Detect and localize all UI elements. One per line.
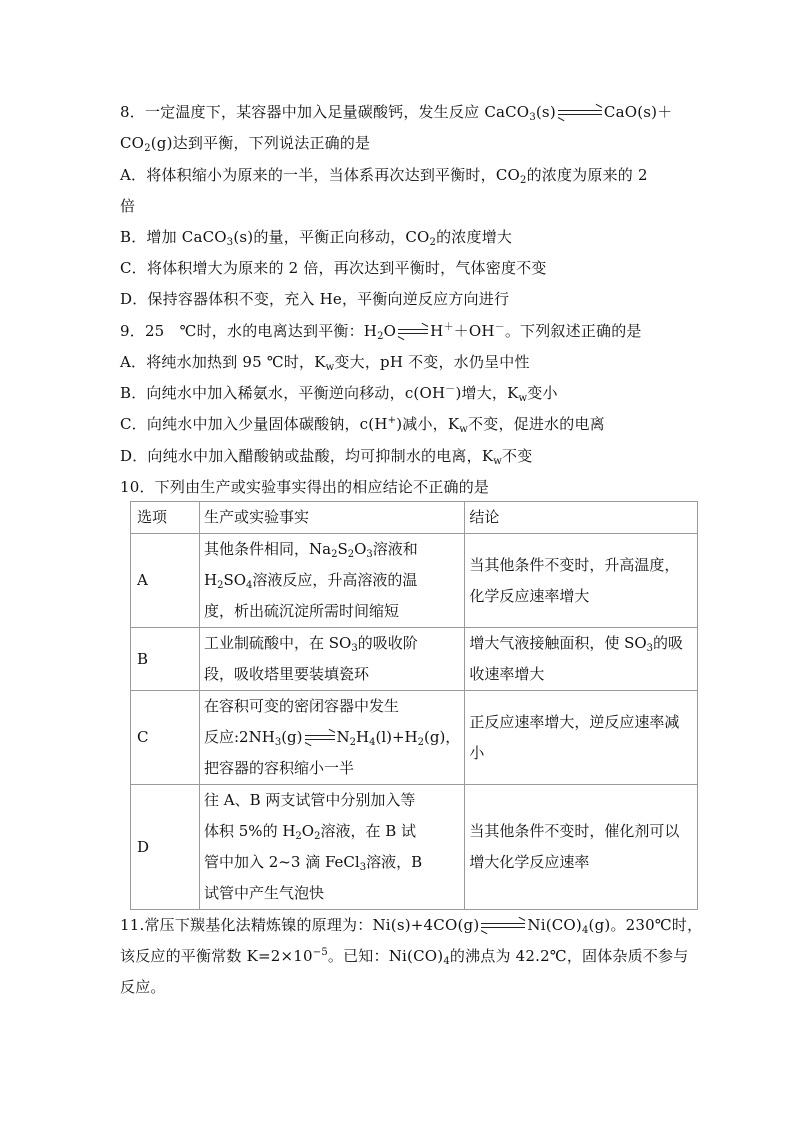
text-line [204,534,460,565]
text: 反应:2NH [204,728,275,746]
text: 11.常压下羰基化法精炼镍的原理为：Ni(s)+4CO(g) [120,916,480,934]
text: SO [223,571,247,589]
subscript: w [493,456,503,467]
q9-option-a [120,352,530,372]
text: H [204,571,218,589]
subscript: 2 [347,549,355,560]
text: 该反应的平衡常数 K=2×10 [120,947,313,965]
table-row [131,534,698,628]
superscript: −5 [312,947,328,958]
text: 其他条件相同，Na [204,540,332,558]
text: (g)， [424,728,461,746]
row-d-option: D [131,785,200,910]
q9-option-c [120,414,605,434]
subscript: 4 [369,737,376,748]
text: O [383,322,397,340]
text-line: 化学反应速率增大 [469,586,590,605]
text: 变小 [527,384,558,402]
superscript: － [445,384,456,395]
q8-option-d: D．保持容器体积不变，充入 He，平衡向逆反应方向进行 [120,290,510,308]
text: O [354,540,367,558]
text: 。下列叙述正确的是 [504,322,642,340]
text: B．增加 CaCO [120,228,227,246]
text: )减小，K [396,415,460,433]
row-b-conclusion [465,628,698,691]
subscript: 3 [274,737,282,748]
row-a-conclusion [465,534,698,628]
text-line: 把容器的容积缩小一半 [204,759,355,777]
q8-option-b [120,227,512,247]
subscript: 2 [331,549,338,560]
text: (s) [535,103,556,121]
subscript: 2 [295,831,302,842]
subscript: w [518,393,528,404]
header-fact: 生产或实验事实 [200,502,465,534]
text: 溶液和 [372,540,418,558]
q11-line1 [120,915,702,935]
text: 溶液反应，升高溶液的温 [252,571,418,589]
q10-stem: 10．下列由生产或实验事实得出的相应结论不正确的是 [120,478,490,496]
text-line [204,722,460,753]
q9-option-b [120,383,558,403]
table-row [131,785,698,910]
text-line: 当其他条件不变时，催化剂可以 [469,822,680,840]
table-row [131,628,698,691]
text: 。已知：Ni(CO) [327,947,444,965]
text: (g)。230℃时， [588,916,703,934]
text: 的吸收阶 [357,634,418,652]
row-d-conclusion [465,785,698,910]
text: 的沸点为 42.2℃，固体杂质不参与 [449,947,689,965]
text-line [204,628,460,659]
text-line [469,628,693,659]
text: 溶液，B [366,853,423,871]
text: )增大，K [455,384,519,402]
text-line: 往 A、B 两支试管中分别加入等 [204,791,416,809]
subscript: 3 [359,862,367,873]
table-header-row [131,502,698,534]
text: 的浓度增大 [436,228,513,246]
text: H [356,728,370,746]
subscript: 4 [581,925,589,936]
text: 不变，促进水的电离 [468,415,605,433]
text: (g)达到平衡，下列说法正确的是 [150,134,371,152]
text-line: 段，吸收塔里要装填瓷环 [204,665,370,683]
text: (g) [281,728,303,746]
q8-stem-line2 [120,133,370,153]
text: C．向纯水中加入少量固体碳酸钠，c(H [120,415,388,433]
text: 增大气液接触面积，使 SO [469,634,647,652]
text: S [337,540,348,558]
subscript: 3 [351,643,358,654]
text: D．向纯水中加入醋酸钠或盐酸，均可抑制水的电离，K [120,447,494,465]
superscript: + [387,415,397,426]
text: B．向纯水中加入稀氨水，平衡逆向移动，c(OH [120,384,446,402]
subscript: 2 [349,737,356,748]
text-line [204,565,460,596]
subscript: 2 [520,175,527,186]
text-line: 试管中产生气泡快 [204,884,325,902]
row-d-fact [200,785,465,910]
text-line: 度，析出硫沉淀所需时间缩短 [204,602,400,620]
subscript: w [459,424,469,435]
text: CO [120,134,145,152]
text-line: 当其他条件不变时，升高温度， [469,555,680,574]
equilibrium-arrow-icon [558,108,602,118]
text: H [430,322,444,340]
row-c-conclusion [465,691,698,785]
subscript: 2 [217,580,224,591]
text-line: 收速率增大 [469,665,545,683]
text: 不变 [502,447,533,465]
text: O [301,822,315,840]
row-a-fact [200,534,465,628]
text: 变大，pH 不变，水仍呈中性 [334,353,530,371]
subscript: 4 [246,580,253,591]
text-line: 在容积可变的密闭容器中发生 [204,697,400,715]
subscript: 3 [529,112,536,123]
subscript: 2 [377,331,384,342]
row-a-option: A [131,534,200,628]
text: (s)的量，平衡正向移动，CO [233,228,430,246]
text-line: 增大化学反应速率 [469,853,590,871]
subscript: w [325,362,335,373]
superscript: ＋ [443,322,454,333]
q9-stem [120,321,642,341]
subscript: 2 [429,237,437,248]
row-c-option: C [131,691,200,785]
text: 的浓度为原来的 2 [526,166,648,184]
header-option: 选项 [131,502,200,534]
equilibrium-arrow-icon [305,733,335,743]
q9-option-d [120,446,532,466]
row-b-fact [200,628,465,691]
text: ＋OH [453,322,495,340]
subscript: 2 [417,737,424,748]
q8-option-c: C．将体积增大为原来的 2 倍，再次达到平衡时，气体密度不变 [120,259,547,277]
q8-option-a-line2: 倍 [120,197,136,215]
superscript: － [494,322,505,333]
text: 工业制硫酸中，在 SO [204,634,352,652]
q10-table [130,501,698,910]
text: CaO(s)＋ [603,103,673,121]
text: (l)+H [375,728,418,746]
q8-option-a-line1 [120,165,648,185]
subscript: 2 [314,831,321,842]
text-line [204,816,460,847]
row-b-option: B [131,628,200,691]
text: N [336,728,350,746]
header-conclusion: 结论 [465,502,698,534]
text: 管中加入 2~3 滴 FeCl [204,853,360,871]
equilibrium-arrow-icon [481,921,525,931]
text: 的吸 [653,634,684,652]
q8-stem-line1 [120,102,672,122]
text: 体积 5%的 H [204,822,296,840]
equilibrium-arrow-icon [398,327,428,337]
table-row [131,691,698,785]
text: 8．一定温度下，某容器中加入足量碳酸钙，发生反应 CaCO [120,103,530,121]
text-line: 正反应速率增大，逆反应速率减 [469,712,680,731]
row-c-fact [200,691,465,785]
subscript: 3 [646,643,654,654]
subscript: 3 [366,549,373,560]
text: 溶液，在 B 试 [320,822,417,840]
subscript: 4 [443,956,450,967]
text: A．将纯水加热到 95 ℃时，K [120,353,326,371]
text-line: 小 [469,743,485,762]
subscript: 2 [144,143,151,154]
subscript: 3 [226,237,234,248]
text: 9．25 ℃时，水的电离达到平衡：H [120,322,378,340]
text: A．将体积缩小为原来的一半，当体系再次达到平衡时，CO [120,166,521,184]
q11-line3: 反应。 [120,978,166,996]
text: Ni(CO) [527,916,582,934]
q11-line2 [120,946,688,966]
text-line [204,847,460,878]
